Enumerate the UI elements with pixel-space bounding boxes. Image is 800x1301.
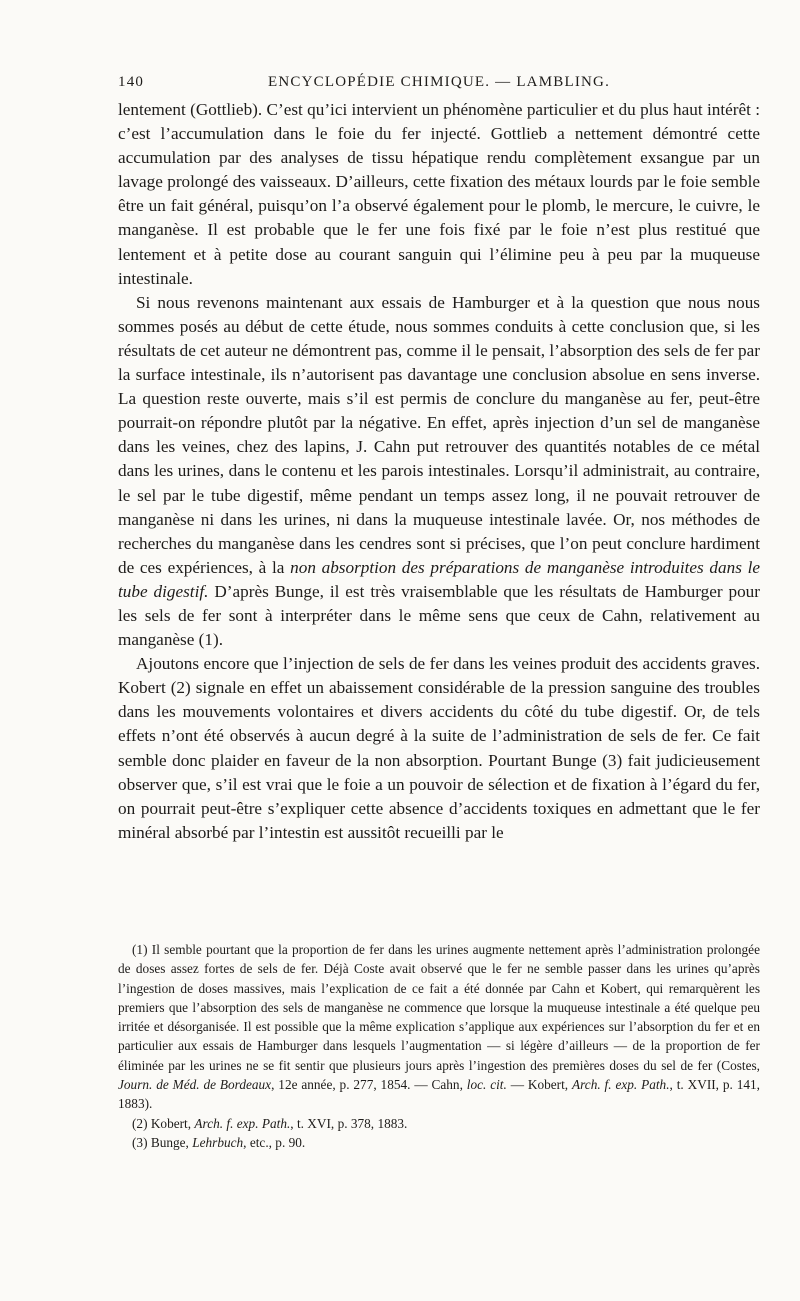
footnote [118, 1114, 760, 1133]
text-run: lentement (Gottlieb). C’est qu’ici intervient un phénomène particulier et du plus haut intérêt : c’est l’accumulation dans le foie du fer injecté. Gottlieb a nettement démontré cette accumulation par des analyses de tissu hépatique rendu complètement exsangue par un lavage prolongé des vaisseaux. D’ailleurs, cette fixation des métaux lourds par le foie semble être un fait général, puisqu’on l’a observé également pour le plomb, le mercure, le cuivre, le manganèse. Il est probable que le fer une fois fixé par le foie n’est plus restitué que lentement et à petite dose au courant sanguin qui l’élimine peu à peu par la muqueuse intestinale. [118, 100, 760, 288]
text-run: , t. XVII, p. 141, 1883). [118, 1077, 760, 1112]
running-header [118, 74, 770, 91]
paragraph [118, 652, 760, 845]
main-text [118, 98, 760, 845]
paragraph [118, 98, 760, 291]
italic-text: Journ. de Méd. de Bordeaux [118, 1077, 272, 1093]
italic-text: Lehrbuch [192, 1134, 244, 1150]
text-run: , etc., p. 90. [243, 1134, 306, 1150]
italic-text: Arch. f. exp. Path. [194, 1115, 291, 1131]
running-title: ENCYCLOPÉDIE CHIMIQUE. — LAMBLING. [268, 74, 611, 90]
footnote [118, 940, 760, 1114]
text-run: Si nous revenons maintenant aux essais de Hamburger et à la question que nous nous sommes posés au début de cette étude, nous sommes conduits à cette conclusion que, si les résultats de cet auteur ne démontrent pas, comme il le pensait, l’absorption des sels de fer par la surface intestinale, ils n’autorisent pas davantage une conclusion absolue en sens inverse. La question reste ouverte, mais s’il est permis de conclure du manganèse au fer, peut-être pourrait-on répondre plutôt par la négative. En effet, après injection d’un sel de manganèse dans les veines, chez des lapins, J. Cahn put retrouver des quantités notables de ce métal dans les urines, dans le contenu et les parois intestinales. Lorsqu’il administrait, au contraire, le sel par le tube digestif, même pendant un temps assez long, il ne pouvait retrouver de manganèse ni dans les urines, ni dans la muqueuse intestinale lavée. Or, nos méthodes de recherches du manganèse dans les cendres sont si précises, que l’on peut conclure hardiment de ces expériences, à la [118, 292, 760, 577]
page-number: 140 [118, 74, 145, 90]
paragraph [118, 291, 760, 652]
text-run: — Kobert, [506, 1077, 572, 1093]
text-run: (3) Bunge, [132, 1134, 193, 1150]
italic-text: loc. cit. [466, 1077, 507, 1093]
text-run: Ajoutons encore que l’injection de sels de fer dans les veines produit des accidents graves. Kobert (2) signale en effet un abaissement considérable de la pression sanguine des troubles dans les mouvements volontaires et divers accidents du côté du tube digestif. Or, de tels effets n’ont été observés à aucun degré à la suite de l’administration de sels de fer. Ce fait semble donc plaider en faveur de la non absorption. Pourtant Bunge (3) fait judicieusement observer que, s’il est vrai que le foie a un pouvoir de sélection et de fixation à l’égard du fer, on pourrait peut-être s’expliquer cette absence d’accidents toxiques en admettant que le fer minéral absorbé par l’intestin est aussitôt recueilli par le [118, 654, 760, 842]
footnotes [118, 940, 760, 1152]
footnote [118, 1133, 760, 1152]
text-run: D’après Bunge, il est très vraisemblable que les résultats de Hamburger pour les sels de fer sont à interpréter dans le même sens que ceux de Cahn, relativement au manganèse (1). [118, 581, 760, 650]
italic-text: non absorption des préparations de manganèse introduites dans le tube digestif. [118, 557, 760, 601]
text-run: , t. XVI, p. 378, 1883. [290, 1115, 408, 1131]
text-run: (1) Il semble pourtant que la proportion de fer dans les urines augmente nettement après l’administration prolongée de doses assez fortes de sels de fer. Déjà Coste avait observé que le fer ne semble passer dans les urines qu’après l’ingestion de doses massives, mais l’explication de ce fait a été donnée par Cahn et Kobert, qui remarquèrent les premiers que l’absorption des sels de manganèse ne commence que lorsque la muqueuse intestinale a été quelque peu irritée et désorganisée. Il est possible que la même explication s’applique aux expériences sur l’absorption du fer et en particulier aux essais de Hamburger dans lesquels l’augmentation — si légère d’ailleurs — de la proportion de fer éliminée par les urines ne se fit sentir que plusieurs jours après l’ingestion des premières doses du sel de fer (Costes, [118, 942, 760, 1073]
text-run: , 12e année, p. 277, 1854. — Cahn, [271, 1077, 467, 1093]
italic-text: Arch. f. exp. Path. [572, 1077, 670, 1093]
text-run: (2) Kobert, [132, 1115, 195, 1131]
